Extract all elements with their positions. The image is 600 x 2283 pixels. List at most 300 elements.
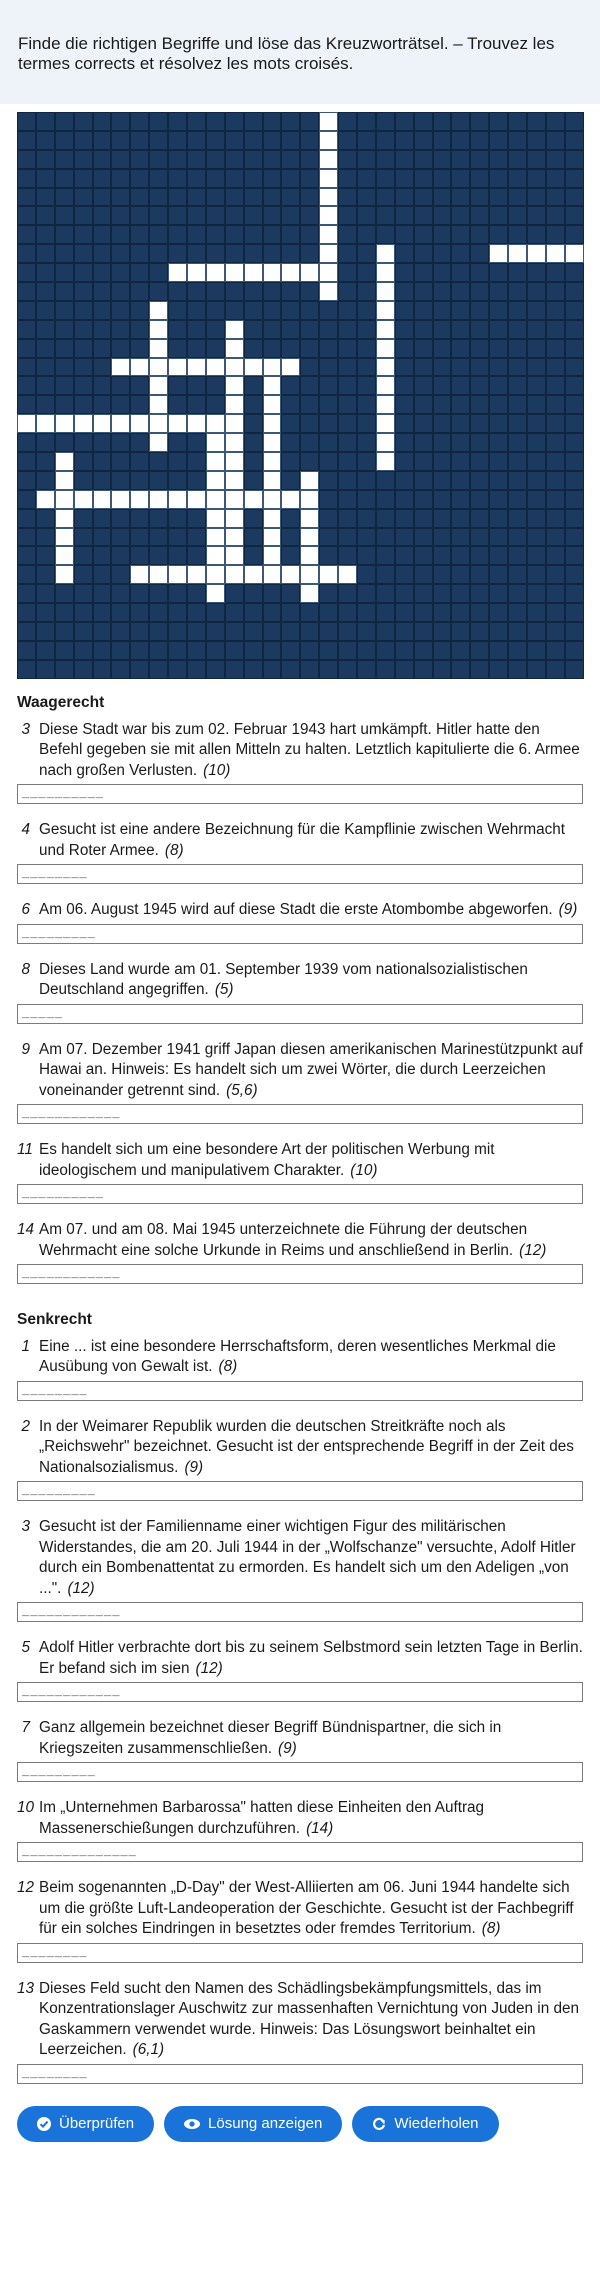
crossword-cell-input[interactable] [206, 490, 225, 509]
crossword-cell-input[interactable] [225, 395, 244, 414]
crossword-cell-blocked [338, 603, 357, 622]
retry-button[interactable] [352, 2106, 498, 2142]
crossword-cell-blocked [74, 584, 93, 603]
crossword-cell-blocked [319, 622, 338, 641]
crossword-cell-blocked [168, 188, 187, 207]
clue-text: Gesucht ist eine andere Bezeichnung für die Kampflinie zwischen Wehrmacht und Roter Armee. [39, 821, 566, 859]
crossword-cell-blocked [414, 358, 433, 377]
crossword-cell-blocked [281, 414, 300, 433]
clue-number: 9 [21, 1040, 30, 1058]
crossword-cell-input[interactable] [206, 263, 225, 282]
crossword-cell-blocked [395, 452, 414, 471]
crossword-cell-input[interactable] [319, 112, 338, 131]
crossword-cell-input[interactable] [376, 414, 395, 433]
answer-input[interactable]: ________ [17, 864, 583, 884]
crossword-cell-blocked [508, 282, 527, 301]
crossword-cell-input[interactable] [489, 244, 508, 263]
crossword-cell-blocked [93, 150, 112, 169]
instructions-text: Finde die richtigen Begriffe und löse das Kreuzworträtsel. – Trouvez les termes corrects et résolvez les mots croisés. [18, 34, 555, 73]
crossword-cell-blocked [546, 188, 565, 207]
crossword-cell-blocked [111, 150, 130, 169]
crossword-cell-blocked [149, 206, 168, 225]
crossword-cell-blocked [149, 169, 168, 188]
crossword-cell-blocked [206, 169, 225, 188]
crossword-cell-input[interactable] [187, 358, 206, 377]
clue-text: Am 07. und am 08. Mai 1945 unterzeichnete die Führung der deutschen Wehrmacht eine solche Urkunde in Reims und anschließend in Berlin. [39, 1221, 528, 1259]
answer-input[interactable]: _________ [17, 1762, 583, 1782]
crossword-cell-input[interactable] [130, 565, 149, 584]
crossword-cell-blocked [74, 339, 93, 358]
crossword-cell-input[interactable] [376, 339, 395, 358]
crossword-cell-input[interactable] [168, 414, 187, 433]
crossword-cell-blocked [489, 471, 508, 490]
crossword-cell-blocked [263, 206, 282, 225]
crossword-cell-input[interactable] [206, 565, 225, 584]
crossword-cell-input[interactable] [206, 433, 225, 452]
crossword-cell-input[interactable] [263, 471, 282, 490]
crossword-cell-blocked [74, 395, 93, 414]
crossword-cell-blocked [433, 660, 452, 679]
crossword-cell-blocked [414, 320, 433, 339]
crossword-cell-blocked [300, 282, 319, 301]
crossword-cell-blocked [74, 244, 93, 263]
crossword-cell-input[interactable] [149, 358, 168, 377]
crossword-cell-input[interactable] [300, 528, 319, 547]
crossword-cell-blocked [130, 641, 149, 660]
crossword-cell-blocked [376, 603, 395, 622]
crossword-cell-blocked [565, 528, 584, 547]
crossword-cell-blocked [470, 565, 489, 584]
crossword-cell-blocked [565, 660, 584, 679]
crossword-cell-blocked [187, 339, 206, 358]
answer-input[interactable]: _____ [17, 1004, 583, 1024]
crossword-cell-blocked [357, 169, 376, 188]
crossword-cell-blocked [130, 320, 149, 339]
crossword-cell-blocked [414, 301, 433, 320]
crossword-cell-blocked [300, 660, 319, 679]
crossword-cell-input[interactable] [225, 546, 244, 565]
crossword-cell-blocked [433, 641, 452, 660]
crossword-cell-input[interactable] [527, 244, 546, 263]
crossword-cell-input[interactable] [206, 584, 225, 603]
crossword-cell-input[interactable] [376, 282, 395, 301]
down-clue [17, 1517, 583, 1622]
crossword-cell-input[interactable] [263, 414, 282, 433]
crossword-cell-input[interactable] [263, 263, 282, 282]
crossword-cell-blocked [546, 395, 565, 414]
crossword-cell-input[interactable] [319, 263, 338, 282]
crossword-cell-input[interactable] [130, 414, 149, 433]
crossword-cell-blocked [546, 641, 565, 660]
crossword-cell-blocked [395, 358, 414, 377]
clue-length: (12) [519, 1241, 547, 1259]
crossword-cell-blocked [451, 150, 470, 169]
crossword-cell-blocked [168, 282, 187, 301]
crossword-cell-input[interactable] [244, 565, 263, 584]
crossword-cell-blocked [508, 376, 527, 395]
crossword-cell-blocked [357, 414, 376, 433]
crossword-cell-input[interactable] [281, 565, 300, 584]
crossword-cell-input[interactable] [281, 358, 300, 377]
crossword-cell-blocked [149, 188, 168, 207]
crossword-cell-input[interactable] [263, 490, 282, 509]
crossword-cell-blocked [357, 112, 376, 131]
clue-number: 14 [17, 1221, 35, 1238]
crossword-cell-input[interactable] [376, 263, 395, 282]
crossword-cell-blocked [244, 546, 263, 565]
answer-input[interactable]: ________ [17, 2064, 583, 2084]
crossword-cell-input[interactable] [187, 263, 206, 282]
answer-input[interactable]: ____________ [17, 1682, 583, 1702]
crossword-cell-input[interactable] [55, 452, 74, 471]
crossword-cell-blocked [451, 376, 470, 395]
crossword-cell-blocked [451, 282, 470, 301]
crossword-cell-input[interactable] [281, 490, 300, 509]
crossword-cell-blocked [489, 320, 508, 339]
crossword-cell-input[interactable] [168, 490, 187, 509]
clue-text-wrap [39, 1878, 583, 1940]
crossword-cell-blocked [338, 206, 357, 225]
crossword-cell-input[interactable] [319, 131, 338, 150]
crossword-cell-input[interactable] [263, 528, 282, 547]
crossword-cell-blocked [36, 395, 55, 414]
down-clue [17, 1337, 583, 1401]
crossword-cell-input[interactable] [206, 452, 225, 471]
check-button[interactable] [17, 2106, 154, 2142]
down-clue [17, 1638, 583, 1702]
crossword-cell-blocked [414, 263, 433, 282]
crossword-cell-input[interactable] [376, 433, 395, 452]
crossword-cell-input[interactable] [206, 528, 225, 547]
crossword-cell-input[interactable] [225, 433, 244, 452]
crossword-cell-input[interactable] [244, 358, 263, 377]
crossword-cell-input[interactable] [149, 376, 168, 395]
crossword-cell-blocked [244, 584, 263, 603]
crossword-cell-blocked [508, 565, 527, 584]
crossword-cell-input[interactable] [300, 490, 319, 509]
crossword-cell-blocked [36, 565, 55, 584]
crossword-cell-blocked [149, 452, 168, 471]
crossword-cell-blocked [451, 358, 470, 377]
crossword-cell-input[interactable] [55, 528, 74, 547]
crossword-cell-blocked [168, 376, 187, 395]
crossword-cell-blocked [281, 169, 300, 188]
crossword-cell-input[interactable] [376, 320, 395, 339]
crossword-cell-blocked [546, 471, 565, 490]
crossword-cell-blocked [36, 112, 55, 131]
crossword-cell-blocked [36, 301, 55, 320]
crossword-cell-input[interactable] [206, 546, 225, 565]
show-solution-button[interactable] [164, 2106, 342, 2142]
crossword-cell-input[interactable] [263, 509, 282, 528]
crossword-cell-blocked [187, 622, 206, 641]
crossword-cell-input[interactable] [376, 395, 395, 414]
crossword-cell-blocked [433, 546, 452, 565]
crossword-cell-blocked [55, 206, 74, 225]
answer-input[interactable]: __________ [17, 1184, 583, 1204]
crossword-cell-blocked [338, 395, 357, 414]
crossword-cell-input[interactable] [149, 339, 168, 358]
crossword-cell-input[interactable] [206, 414, 225, 433]
crossword-cell-input[interactable] [74, 490, 93, 509]
answer-input[interactable]: _________ [17, 924, 583, 944]
crossword-cell-blocked [93, 376, 112, 395]
crossword-cell-blocked [357, 641, 376, 660]
crossword-cell-input[interactable] [263, 395, 282, 414]
crossword-cell-input[interactable] [55, 546, 74, 565]
crossword-cell-input[interactable] [300, 565, 319, 584]
crossword-cell-input[interactable] [17, 414, 36, 433]
crossword-cell-blocked [130, 244, 149, 263]
crossword-cell-blocked [565, 452, 584, 471]
crossword-cell-blocked [168, 546, 187, 565]
crossword-cell-input[interactable] [300, 263, 319, 282]
crossword-cell-blocked [149, 244, 168, 263]
crossword-cell-blocked [149, 509, 168, 528]
answer-input[interactable]: ____________ [17, 1602, 583, 1622]
crossword-cell-input[interactable] [149, 565, 168, 584]
crossword-cell-input[interactable] [376, 358, 395, 377]
crossword-cell-input[interactable] [263, 433, 282, 452]
crossword-cell-input[interactable] [149, 395, 168, 414]
crossword-cell-input[interactable] [319, 225, 338, 244]
crossword-cell-input[interactable] [149, 490, 168, 509]
crossword-cell-input[interactable] [319, 150, 338, 169]
crossword-cell-input[interactable] [111, 358, 130, 377]
crossword-cell-input[interactable] [376, 376, 395, 395]
crossword-cell-blocked [376, 225, 395, 244]
crossword-cell-input[interactable] [187, 490, 206, 509]
crossword-cell-blocked [357, 490, 376, 509]
crossword-cell-blocked [357, 376, 376, 395]
crossword-cell-blocked [489, 414, 508, 433]
crossword-cell-blocked [470, 131, 489, 150]
crossword-cell-blocked [149, 622, 168, 641]
crossword-cell-input[interactable] [225, 490, 244, 509]
crossword-cell-blocked [508, 150, 527, 169]
crossword-cell-blocked [206, 244, 225, 263]
crossword-cell-blocked [168, 603, 187, 622]
crossword-cell-input[interactable] [300, 546, 319, 565]
crossword-cell-blocked [244, 622, 263, 641]
crossword-cell-input[interactable] [263, 452, 282, 471]
crossword-cell-blocked [111, 263, 130, 282]
answer-input[interactable]: ________ [17, 1943, 583, 1963]
crossword-cell-blocked [74, 358, 93, 377]
crossword-cell-input[interactable] [319, 188, 338, 207]
crossword-cell-input[interactable] [225, 376, 244, 395]
crossword-cell-blocked [470, 282, 489, 301]
crossword-cell-input[interactable] [281, 263, 300, 282]
crossword-cell-blocked [357, 206, 376, 225]
answer-input[interactable]: ____________ [17, 1104, 583, 1124]
crossword-cell-input[interactable] [225, 263, 244, 282]
crossword-cell-input[interactable] [338, 565, 357, 584]
crossword-cell-input[interactable] [225, 414, 244, 433]
crossword-cell-blocked [263, 584, 282, 603]
action-buttons [0, 2106, 600, 2142]
crossword-cell-blocked [281, 339, 300, 358]
crossword-cell-blocked [338, 490, 357, 509]
crossword-cell-blocked [508, 471, 527, 490]
crossword-cell-blocked [489, 565, 508, 584]
clue-text-wrap [39, 1140, 583, 1181]
crossword-cell-blocked [244, 433, 263, 452]
crossword-cell-input[interactable] [263, 376, 282, 395]
crossword-cell-blocked [281, 206, 300, 225]
crossword-cell-input[interactable] [93, 414, 112, 433]
crossword-cell-blocked [395, 301, 414, 320]
crossword-cell-blocked [187, 282, 206, 301]
crossword-cell-blocked [451, 131, 470, 150]
crossword-cell-input[interactable] [319, 169, 338, 188]
crossword-cell-blocked [414, 528, 433, 547]
crossword-cell-blocked [74, 528, 93, 547]
crossword-cell-input[interactable] [168, 565, 187, 584]
crossword-cell-blocked [74, 150, 93, 169]
crossword-cell-blocked [414, 150, 433, 169]
crossword-cell-blocked [414, 509, 433, 528]
crossword-cell-blocked [565, 471, 584, 490]
crossword-cell-input[interactable] [508, 244, 527, 263]
crossword-cell-blocked [565, 395, 584, 414]
crossword-cell-blocked [565, 414, 584, 433]
crossword-cell-blocked [187, 131, 206, 150]
crossword-cell-input[interactable] [130, 358, 149, 377]
crossword-cell-blocked [376, 131, 395, 150]
crossword-cell-input[interactable] [244, 263, 263, 282]
crossword-cell-blocked [36, 433, 55, 452]
crossword-cell-blocked [55, 150, 74, 169]
check-button-label: Überprüfen [59, 2115, 135, 2132]
crossword-cell-input[interactable] [319, 244, 338, 263]
crossword-cell-blocked [36, 471, 55, 490]
crossword-cell-blocked [168, 320, 187, 339]
crossword-cell-input[interactable] [168, 263, 187, 282]
answer-input[interactable]: _________ [17, 1481, 583, 1501]
crossword-cell-blocked [281, 433, 300, 452]
crossword-cell-blocked [470, 263, 489, 282]
crossword-cell-input[interactable] [206, 471, 225, 490]
crossword-cell-input[interactable] [93, 490, 112, 509]
crossword-cell-input[interactable] [376, 452, 395, 471]
crossword-cell-input[interactable] [376, 244, 395, 263]
crossword-cell-input[interactable] [149, 414, 168, 433]
crossword-cell-input[interactable] [263, 565, 282, 584]
crossword-cell-input[interactable] [149, 320, 168, 339]
crossword-cell-blocked [93, 660, 112, 679]
crossword-cell-input[interactable] [206, 358, 225, 377]
down-clue [17, 1878, 583, 1963]
answer-input[interactable]: __________ [17, 784, 583, 804]
crossword-cell-input[interactable] [376, 301, 395, 320]
answer-input[interactable]: ____________ [17, 1264, 583, 1284]
crossword-cell-blocked [395, 282, 414, 301]
crossword-cell-input[interactable] [300, 584, 319, 603]
crossword-cell-input[interactable] [36, 414, 55, 433]
crossword-cell-blocked [225, 641, 244, 660]
crossword-cell-blocked [357, 339, 376, 358]
crossword-cell-input[interactable] [111, 490, 130, 509]
crossword-cell-input[interactable] [187, 414, 206, 433]
crossword-cell-input[interactable] [244, 490, 263, 509]
crossword-cell-input[interactable] [130, 490, 149, 509]
crossword-cell-input[interactable] [546, 244, 565, 263]
crossword-cell-input[interactable] [111, 414, 130, 433]
crossword-cell-blocked [470, 509, 489, 528]
crossword-cell-input[interactable] [319, 206, 338, 225]
clue-length: (6,1) [132, 2041, 165, 2058]
crossword-cell-blocked [74, 471, 93, 490]
crossword-cell-input[interactable] [36, 490, 55, 509]
crossword-cell-input[interactable] [149, 301, 168, 320]
clue-length: (14) [306, 1819, 334, 1837]
crossword-cell-input[interactable] [55, 509, 74, 528]
crossword-cell-input[interactable] [225, 452, 244, 471]
answer-input[interactable]: ________ [17, 1381, 583, 1401]
crossword-cell-blocked [319, 433, 338, 452]
crossword-cell-input[interactable] [149, 433, 168, 452]
crossword-cell-input[interactable] [319, 565, 338, 584]
crossword-cell-input[interactable] [55, 565, 74, 584]
crossword-cell-blocked [300, 452, 319, 471]
crossword-cell-blocked [527, 301, 546, 320]
crossword-cell-blocked [206, 339, 225, 358]
crossword-cell-input[interactable] [55, 414, 74, 433]
crossword-cell-blocked [55, 603, 74, 622]
crossword-cell-blocked [111, 528, 130, 547]
crossword-cell-blocked [130, 395, 149, 414]
answer-input[interactable]: ______________ [17, 1842, 583, 1862]
crossword-cell-input[interactable] [225, 471, 244, 490]
crossword-cell-input[interactable] [55, 490, 74, 509]
crossword-cell-input[interactable] [206, 509, 225, 528]
crossword-cell-input[interactable] [319, 282, 338, 301]
crossword-cell-input[interactable] [565, 244, 584, 263]
crossword-cell-blocked [281, 282, 300, 301]
crossword-cell-blocked [93, 301, 112, 320]
crossword-cell-blocked [527, 528, 546, 547]
crossword-cell-blocked [168, 452, 187, 471]
crossword-cell-input[interactable] [74, 414, 93, 433]
crossword-cell-input[interactable] [187, 565, 206, 584]
crossword-cell-blocked [565, 112, 584, 131]
crossword-cell-input[interactable] [225, 528, 244, 547]
crossword-cell-blocked [130, 339, 149, 358]
clue-text: Im „Unternehmen Barbarossa" hatten diese Einheiten den Auftrag Massenerschießungen durchzuführen. [39, 1799, 485, 1837]
crossword-cell-input[interactable] [263, 546, 282, 565]
crossword-cell-input[interactable] [225, 339, 244, 358]
crossword-cell-blocked [527, 641, 546, 660]
crossword-cell-blocked [111, 509, 130, 528]
crossword-cell-blocked [527, 150, 546, 169]
crossword-cell-input[interactable] [55, 471, 74, 490]
crossword-cell-blocked [451, 641, 470, 660]
crossword-cell-blocked [93, 528, 112, 547]
crossword-cell-input[interactable] [225, 509, 244, 528]
crossword-cell-input[interactable] [225, 320, 244, 339]
crossword-cell-input[interactable] [263, 358, 282, 377]
crossword-cell-input[interactable] [225, 358, 244, 377]
crossword-cell-blocked [565, 433, 584, 452]
crossword-cell-input[interactable] [300, 509, 319, 528]
crossword-cell-input[interactable] [225, 565, 244, 584]
crossword-cell-input[interactable] [168, 358, 187, 377]
crossword-cell-input[interactable] [300, 471, 319, 490]
crossword-cell-blocked [546, 490, 565, 509]
crossword-cell-blocked [395, 263, 414, 282]
crossword-cell-blocked [451, 339, 470, 358]
